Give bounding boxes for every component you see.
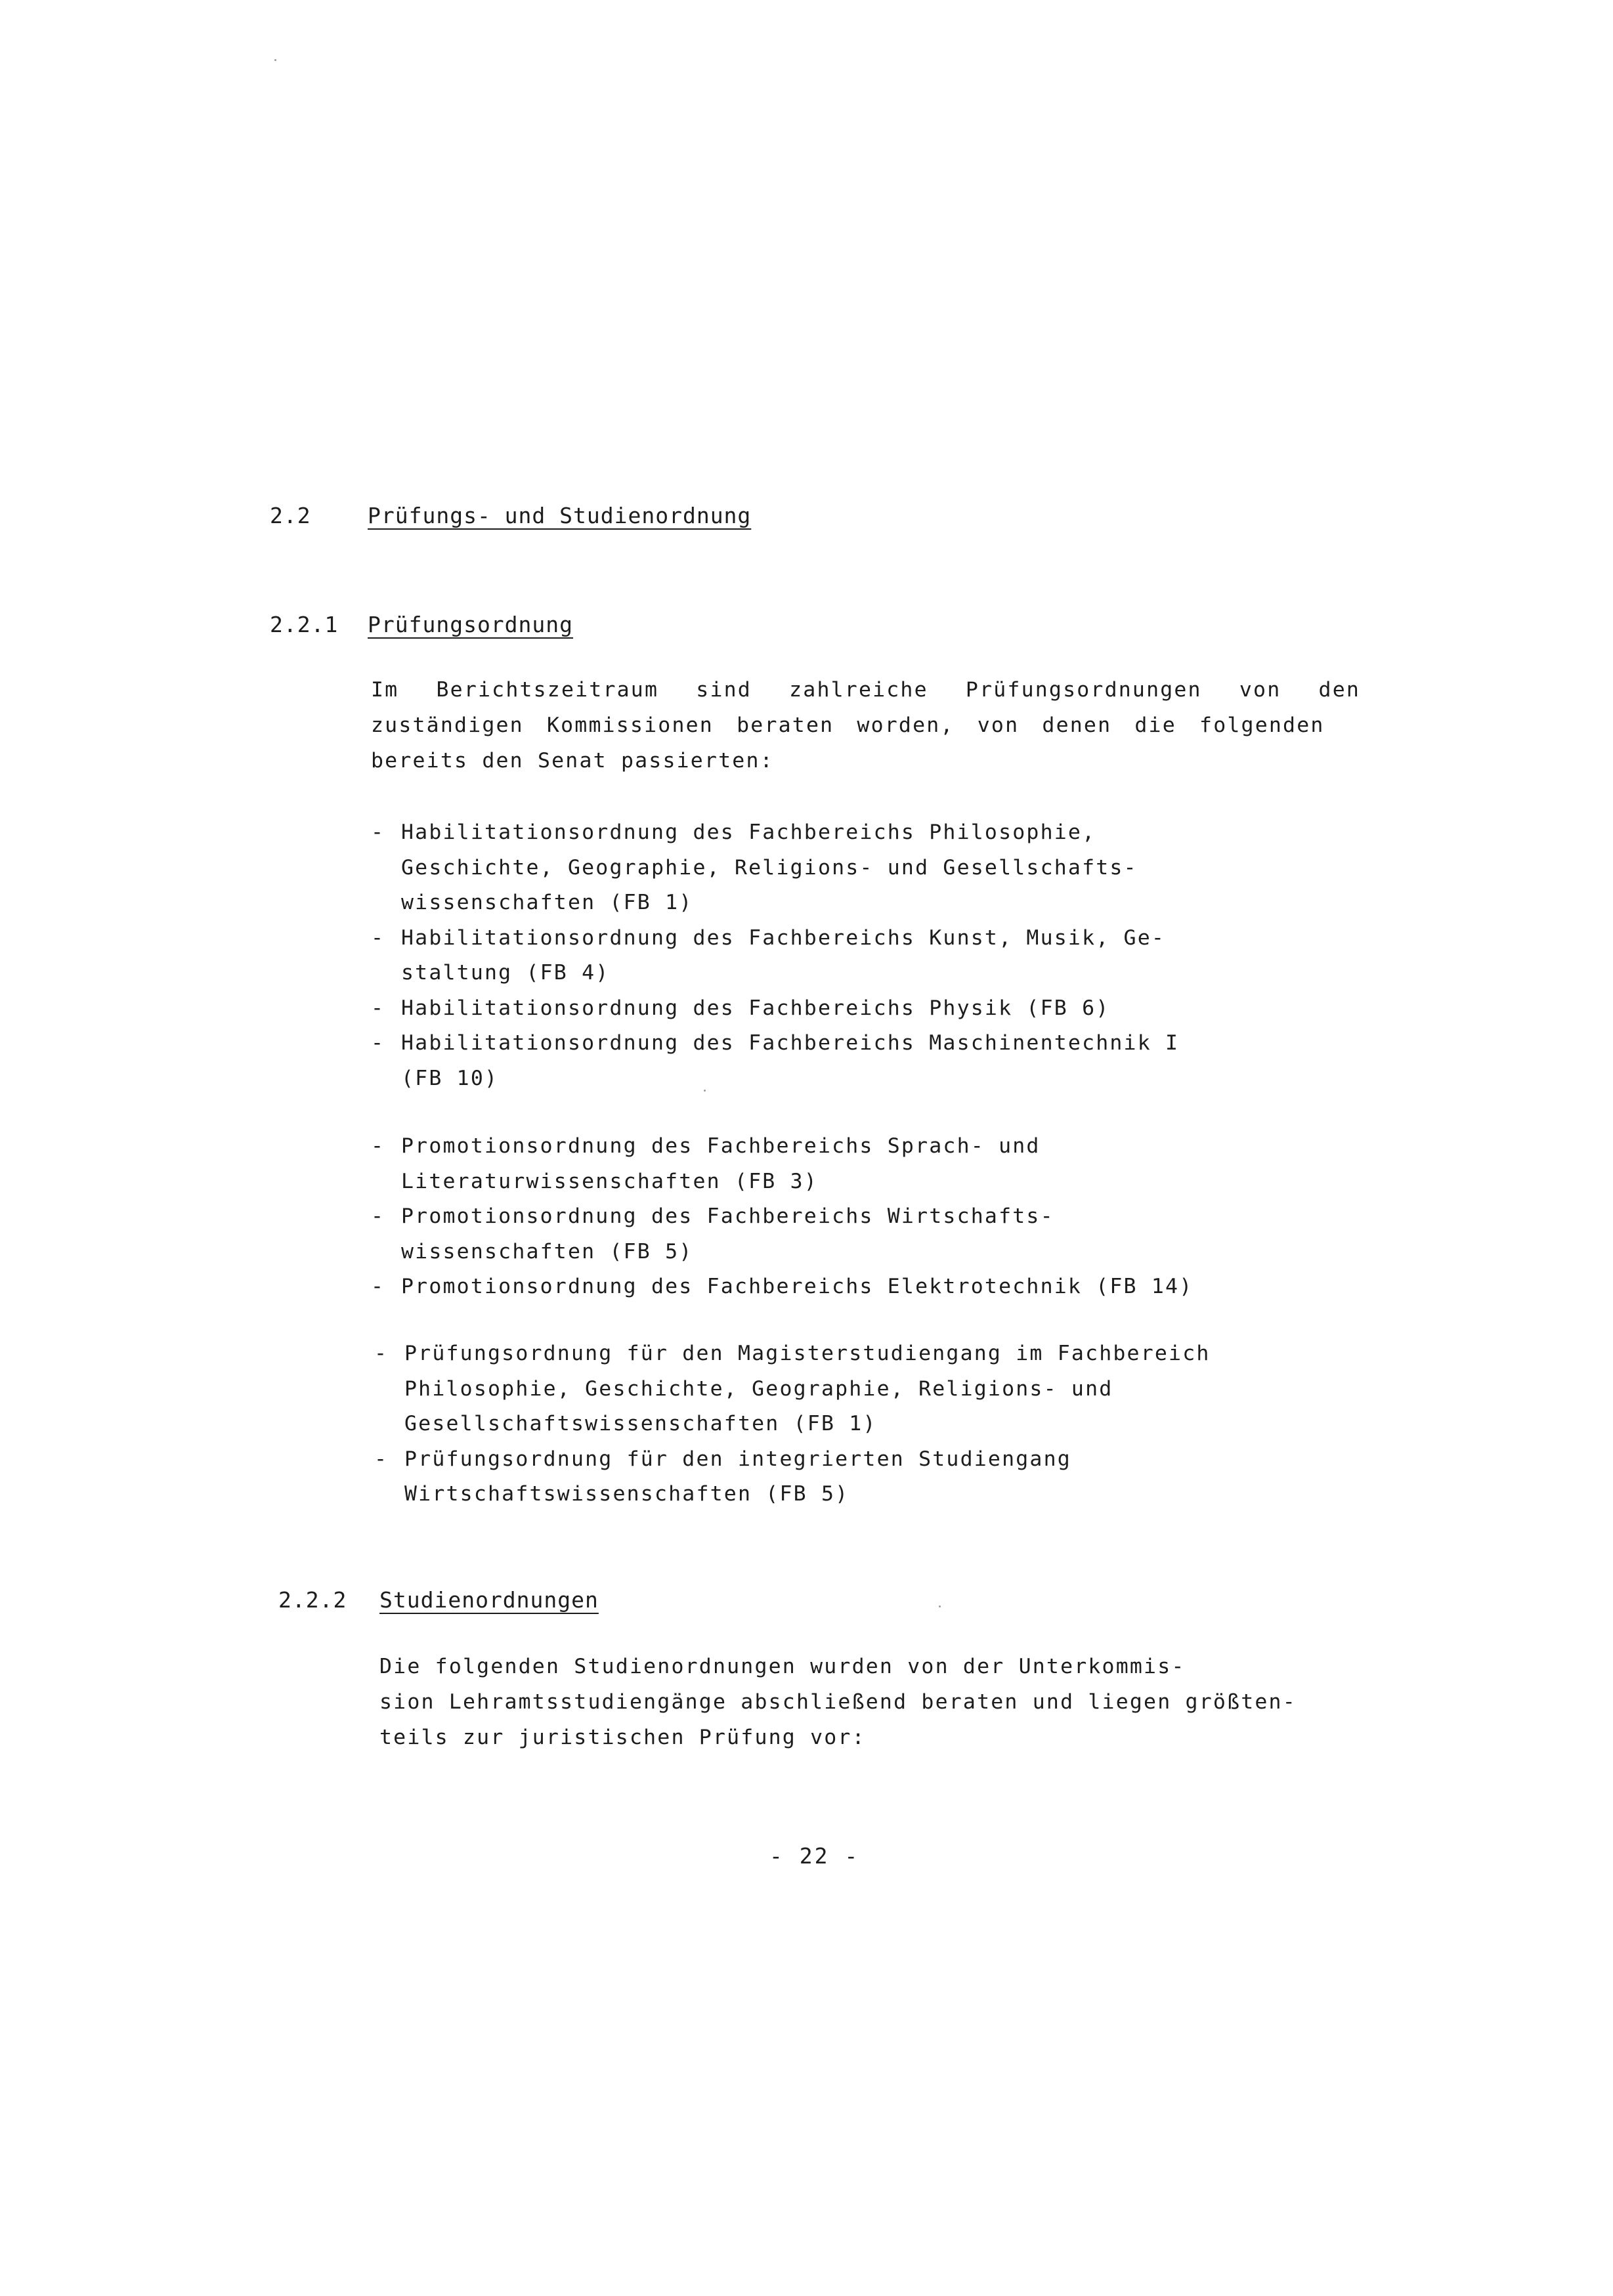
list-dash: - — [371, 1275, 385, 1298]
intro-line-3: teils zur juristischen Prüfung vor: — [379, 1726, 866, 1749]
list-item-line: Promotionsordnung des Fachbereichs Wirtschafts- — [401, 1204, 1054, 1228]
list-dash: - — [371, 1134, 385, 1158]
intro-word: Im Berichtszeitraum sind zahlreiche Prüfungsordnungen von den — [371, 678, 1361, 702]
list-dash: - — [371, 1031, 385, 1055]
list-item-line: Gesellschaftswissenschaften (FB 1) — [404, 1412, 877, 1435]
list-item-line: wissenschaften (FB 1) — [401, 891, 693, 914]
list-item-line: Promotionsordnung des Fachbereichs Sprach- und — [401, 1134, 1041, 1158]
intro-paragraph-2-2-1 — [371, 672, 1361, 778]
promotion-list — [371, 1129, 1193, 1305]
list-item — [371, 991, 1179, 1027]
list-item-line: Promotionsordnung des Fachbereichs Elektrotechnik (FB 14) — [401, 1275, 1194, 1298]
list-item — [371, 1129, 1193, 1199]
scan-speck — [274, 59, 276, 61]
list-item — [374, 1442, 1211, 1512]
list-item-line: Philosophie, Geschichte, Geographie, Religions- und — [404, 1376, 1113, 1401]
list-item — [371, 921, 1179, 991]
list-dash: - — [374, 1342, 389, 1365]
list-item-line: Geschichte, Geographie, Religions- und Gesellschafts- — [401, 855, 1138, 880]
list-dash: - — [371, 1204, 385, 1228]
pruefungsordnung-list — [374, 1336, 1211, 1512]
list-dash: - — [371, 925, 385, 950]
list-item — [371, 1199, 1193, 1269]
list-item — [371, 1026, 1179, 1096]
list-dash: - — [374, 1447, 389, 1471]
list-item-line: staltung (FB 4) — [401, 961, 610, 985]
list-item-line: Habilitationsordnung des Fachbereichs Maschinentechnik I — [401, 1031, 1180, 1055]
intro-line-2: sion Lehramtsstudiengänge abschließend beraten und liegen größten- — [379, 1690, 1297, 1714]
intro-line-3: bereits den Senat passierten: — [371, 749, 774, 773]
intro-line-2 — [371, 708, 1325, 743]
section-title-2-2-2: Studienordnungen — [379, 1587, 599, 1613]
scan-speck — [704, 1090, 706, 1092]
list-item-line: Habilitationsordnung des Fachbereichs Kunst, Musik, Ge- — [401, 925, 1166, 950]
list-item-line: (FB 10) — [401, 1066, 499, 1090]
section-number-2-2-2: 2.2.2 — [278, 1587, 347, 1613]
section-title-2-2: Prüfungs- und Studienordnung — [368, 503, 752, 528]
habilitation-list — [371, 815, 1179, 1096]
intro-paragraph-2-2-2 — [379, 1649, 1297, 1755]
scan-speck — [939, 1605, 941, 1607]
list-item — [371, 1269, 1193, 1305]
section-number-2-2-1: 2.2.1 — [270, 612, 339, 637]
list-item-line: Prüfungsordnung für den integrierten Studiengang — [404, 1447, 1071, 1471]
list-dash: - — [371, 820, 385, 844]
list-item-line: wissenschaften (FB 5) — [401, 1239, 693, 1264]
list-item-line: Wirtschaftswissenschaften (FB 5) — [404, 1482, 850, 1506]
list-item — [374, 1336, 1211, 1442]
page-number: - 22 - — [769, 1843, 860, 1869]
intro-line-1: Die folgenden Studienordnungen wurden von der Unterkommis- — [379, 1655, 1186, 1678]
list-item-line: Literaturwissenschaften (FB 3) — [401, 1169, 818, 1193]
section-number-2-2: 2.2 — [270, 503, 311, 528]
list-item-line: Habilitationsordnung des Fachbereichs Philosophie, — [401, 820, 1096, 844]
list-item-line: Prüfungsordnung für den Magisterstudiengang im Fachbereich — [404, 1342, 1211, 1365]
intro-word: zuständigen Kommissionen beraten worden, von denen die folgenden — [371, 713, 1325, 737]
list-item-line: Habilitationsordnung des Fachbereichs Physik (FB 6) — [401, 996, 1110, 1020]
list-item — [371, 815, 1179, 921]
list-dash: - — [371, 996, 385, 1020]
intro-line-1 — [371, 672, 1361, 708]
section-title-2-2-1: Prüfungsordnung — [368, 612, 574, 637]
